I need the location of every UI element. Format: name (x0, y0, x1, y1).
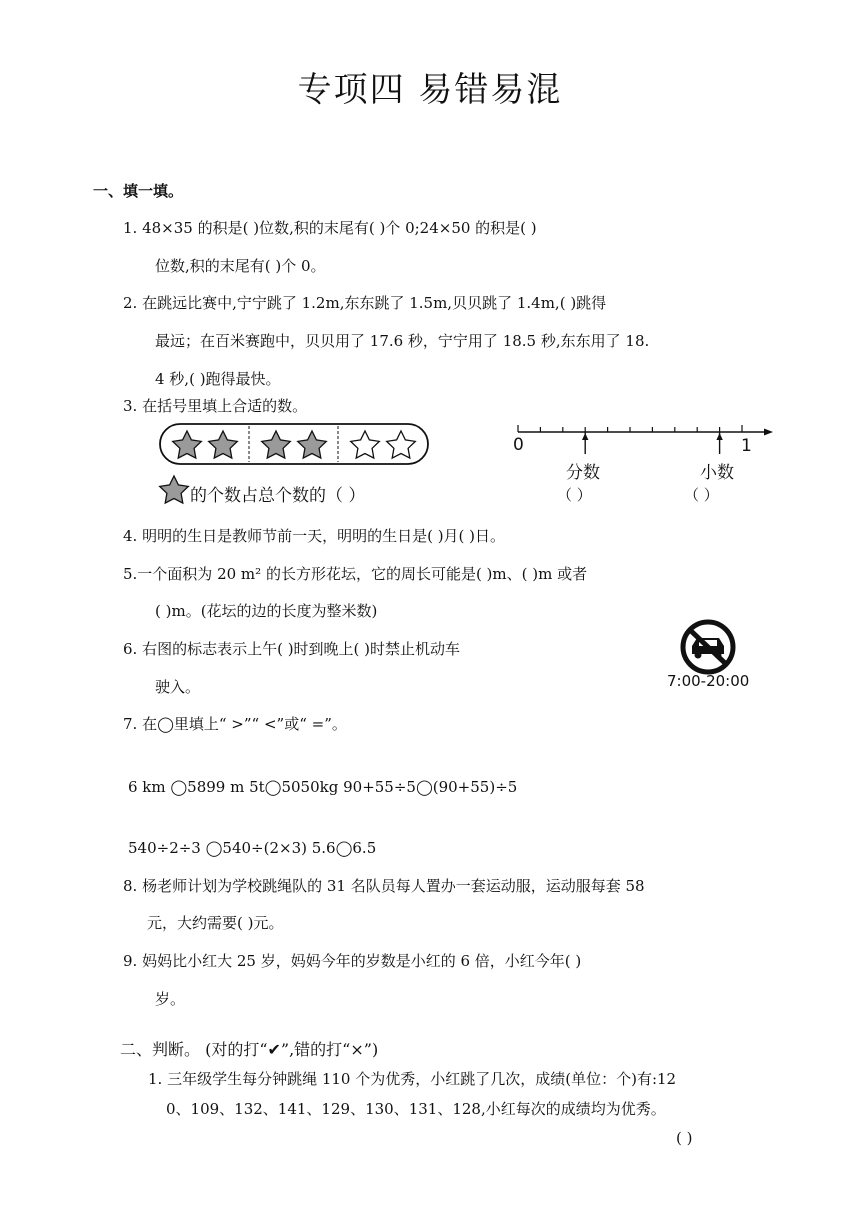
q7-row-2: 540÷2÷3 ◯540÷(2×3) 5.6◯6.5 (128, 839, 377, 857)
q2-line-3: 4 秒,( )跑得最快。 (155, 370, 281, 388)
star-icon-filled (160, 476, 189, 503)
star-icon-filled (209, 431, 238, 458)
blank-decimal[interactable]: （ ） (684, 486, 719, 504)
q6-line-1: 6. 右图的标志表示上午( )时到晚上( )时禁止机动车 (123, 640, 461, 658)
q5-line-2: ( )m。(花坛的边的长度为整米数) (155, 602, 378, 620)
q7-line-1: 7. 在◯里填上“ >”“ <”或“ =”。 (123, 715, 347, 733)
number-line-ticks (518, 425, 742, 432)
arrow-up-icon (716, 433, 722, 440)
star-icon-outline (387, 431, 416, 458)
number-line-zero: 0 (513, 435, 524, 455)
label-fraction: 分数 (566, 463, 600, 483)
q9-line-2: 岁。 (155, 990, 186, 1008)
star-icon-filled (173, 431, 202, 458)
q6-line-2: 驶入。 (155, 678, 201, 696)
star-icon-filled (298, 431, 327, 458)
q4-line-1: 4. 明明的生日是教师节前一天，明明的生日是( )月( )日。 (123, 527, 506, 545)
q1-line-1: 1. 48×35 的积是( )位数,积的末尾有( )个 0;24×50 的积是( ) (123, 219, 537, 237)
blank-fraction[interactable]: （ ） (557, 486, 592, 504)
s2-q1-line-2: 0、109、132、141、129、130、131、128,小红每次的成绩均为优秀。 (166, 1100, 666, 1118)
q9-line-1: 9. 妈妈比小红大 25 岁，妈妈今年的岁数是小红的 6 倍，小红今年( ) (123, 952, 582, 970)
q3-text: 3. 在括号里填上合适的数。 (123, 397, 308, 415)
arrowhead-icon (764, 429, 773, 436)
q7-row-1: 6 km ◯5899 m 5t◯5050kg 90+55÷5◯(90+55)÷5 (128, 778, 518, 796)
section-2-heading: 二、判断。 (对的打“✔”,错的打“×”) (120, 1040, 379, 1059)
q2-line-2: 最远；在百米赛跑中，贝贝用了 17.6 秒，宁宁用了 18.5 秒,东东用了 18. (155, 332, 650, 350)
q5-line-1: 5.一个面积为 20 m² 的长方形花坛，它的周长可能是( )m、( )m 或者 (123, 565, 588, 583)
star-icon-filled (262, 431, 291, 458)
sign-time: 7:00-20:00 (667, 672, 750, 690)
q1-line-2: 位数,积的末尾有( )个 0。 (155, 257, 326, 275)
arrow-up-icon (582, 433, 588, 440)
stars-caption: 的个数占总个数的（ ） (190, 486, 366, 506)
number-line-one: 1 (741, 436, 752, 456)
star-icon-outline (351, 431, 380, 458)
q8-line-2: 元，大约需要( )元。 (147, 914, 284, 932)
q8-line-1: 8. 杨老师计划为学校跳绳队的 31 名队员每人置办一套运动服，运动服每套 58 (123, 877, 645, 895)
label-decimal: 小数 (700, 463, 734, 483)
page-title: 专项四 易错易混 (297, 70, 563, 110)
s2-q1-answer-blank[interactable]: ( ) (676, 1129, 693, 1147)
no-vehicle-sign-icon (675, 618, 741, 676)
q2-line-1: 2. 在跳远比赛中,宁宁跳了 1.2m,东东跳了 1.5m,贝贝跳了 1.4m,( )跳得 (123, 294, 607, 312)
section-1-heading: 一、填一填。 (93, 182, 184, 200)
stars-capsule (160, 424, 428, 464)
s2-q1-line-1: 1. 三年级学生每分钟跳绳 110 个为优秀，小红跳了几次，成绩(单位：个)有:12 (148, 1070, 677, 1088)
